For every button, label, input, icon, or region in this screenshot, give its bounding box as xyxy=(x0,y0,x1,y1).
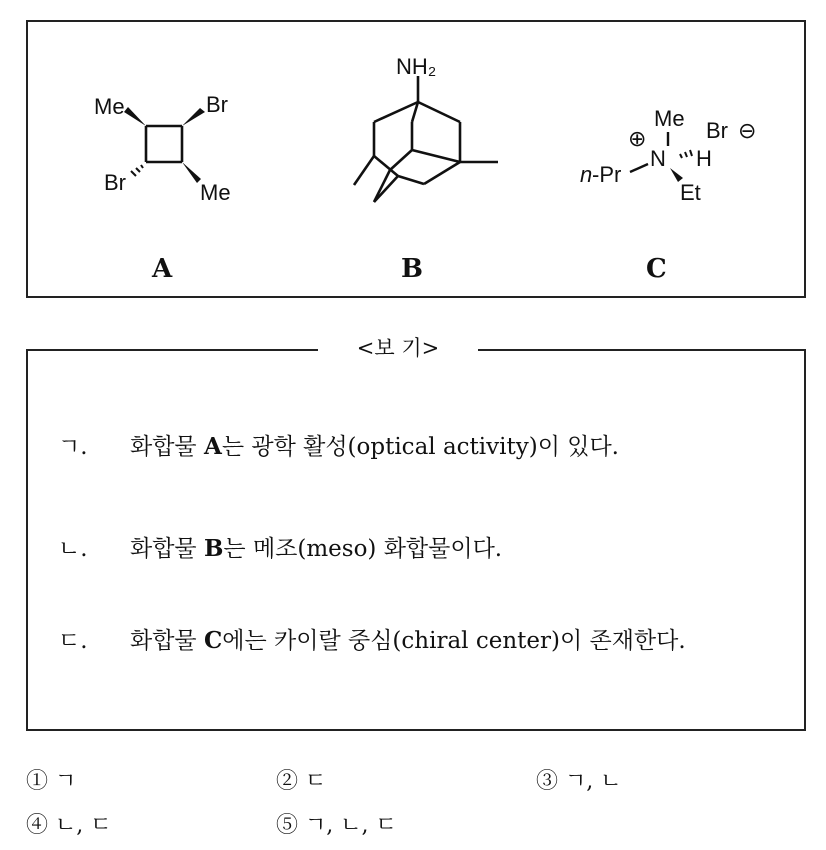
statement-compound: C xyxy=(203,627,223,654)
amine-group: NH₂ xyxy=(396,54,437,79)
choice-4[interactable] xyxy=(26,808,112,839)
plus-charge: ⊕ xyxy=(628,126,647,151)
atom-br: Br xyxy=(104,170,126,195)
label-c: C xyxy=(646,254,667,284)
label-a: A xyxy=(152,254,173,284)
statement-compound: A xyxy=(203,433,222,460)
molecule-b xyxy=(354,76,498,202)
choice-2[interactable] xyxy=(276,764,326,795)
statement-pre: 화합물 xyxy=(130,628,204,654)
molecule-a xyxy=(124,107,205,183)
statement-text: 는 메조(meso) 화합물이다. xyxy=(223,536,503,562)
atom-me: Me xyxy=(200,180,231,205)
bogi-title: <보 기> xyxy=(318,334,478,362)
statement-mark: ㄷ. xyxy=(58,628,88,654)
statement-3 xyxy=(58,622,686,655)
atom-me: Me xyxy=(654,106,685,131)
choice-text: ㄷ xyxy=(305,769,327,794)
statement-mark: ㄱ. xyxy=(58,434,88,460)
label-b: B xyxy=(401,254,423,284)
choice-text: ㄱ xyxy=(55,769,77,794)
choice-number: ③ xyxy=(536,769,559,794)
choice-5[interactable] xyxy=(276,808,397,839)
atom-br: Br xyxy=(206,92,228,117)
statement-text: 에는 카이랄 중심(chiral center)이 존재한다. xyxy=(222,628,686,654)
structure-box xyxy=(26,20,806,298)
propyl-group: -Pr xyxy=(592,162,622,187)
n-prefix: n xyxy=(580,162,593,187)
statement-2 xyxy=(58,530,502,563)
statement-1 xyxy=(58,428,619,461)
statement-pre: 화합물 xyxy=(130,434,204,460)
choice-number: ② xyxy=(276,769,299,794)
choice-text: ㄱ, ㄴ, ㄷ xyxy=(305,813,397,838)
bromide-ion: Br xyxy=(706,118,728,143)
atom-et: Et xyxy=(680,180,701,205)
choice-number: ⑤ xyxy=(276,813,299,838)
choice-1[interactable] xyxy=(26,764,76,795)
choice-3[interactable] xyxy=(536,764,622,795)
choice-text: ㄴ, ㄷ xyxy=(55,813,112,838)
atom-n: N xyxy=(650,146,666,171)
minus-charge: ⊖ xyxy=(738,118,757,143)
choice-text: ㄱ, ㄴ xyxy=(565,769,622,794)
atom-h: H xyxy=(696,146,712,171)
choice-number: ④ xyxy=(26,813,49,838)
statement-text: 는 광학 활성(optical activity)이 있다. xyxy=(221,434,619,460)
statement-compound: B xyxy=(203,535,224,562)
atom-me: Me xyxy=(94,94,125,119)
statement-mark: ㄴ. xyxy=(58,536,88,562)
statement-pre: 화합물 xyxy=(130,536,204,562)
choice-number: ① xyxy=(26,769,49,794)
